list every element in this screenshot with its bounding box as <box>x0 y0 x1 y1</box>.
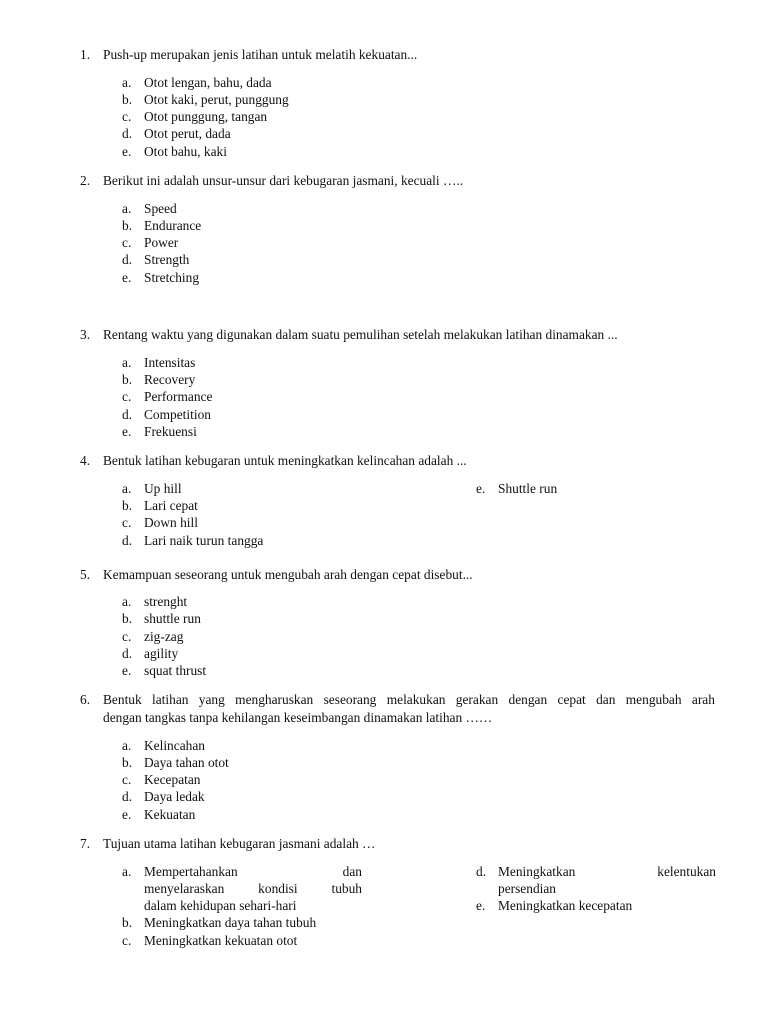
option-text: Otot perut, dada <box>144 126 231 141</box>
option-letter: c. <box>122 515 132 530</box>
option-text: Shuttle run <box>498 481 558 496</box>
option-letter: e. <box>476 481 486 496</box>
option-text: Meningkatkan kekuatan otot <box>144 933 298 948</box>
option-text-line-1: Meningkatkan kelentukan <box>498 864 716 879</box>
question-text: Bentuk latihan kebugaran untuk meningkatkan kelincahan adalah ... <box>103 453 467 468</box>
option-letter: d. <box>122 533 133 548</box>
option-text: Otot punggung, tangan <box>144 109 268 124</box>
option-text: Meningkatkan daya tahan tubuh <box>144 915 317 930</box>
option-text-line-1: Mempertahankan dan <box>144 864 362 879</box>
option-letter: d. <box>476 864 487 879</box>
option-letter: e. <box>476 898 486 913</box>
option-letter: c. <box>122 772 132 787</box>
question-number: 2. <box>80 173 91 188</box>
option-text: Kecepatan <box>144 772 201 787</box>
option-letter: a. <box>122 594 132 609</box>
question-text: Berikut ini adalah unsur-unsur dari kebugaran jasmani, kecuali ….. <box>103 173 464 188</box>
option-letter: a. <box>122 481 132 496</box>
option-text: Lari cepat <box>144 498 198 513</box>
option-text: Competition <box>144 407 211 422</box>
option-letter: e. <box>122 663 132 678</box>
option-letter: a. <box>122 738 132 753</box>
question-text: Push-up merupakan jenis latihan untuk melatih kekuatan... <box>103 47 418 62</box>
option-text-line-3: dalam kehidupan sehari-hari <box>144 898 297 913</box>
option-letter: e. <box>122 807 132 822</box>
option-letter: c. <box>122 629 132 644</box>
option-letter: a. <box>122 75 132 90</box>
question-text-line-1: Bentuk latihan yang mengharuskan seseorang melakukan gerakan dengan cepat dan mengubah arah <box>103 692 715 707</box>
option-text-line-2: menyelaraskan kondisi tubuh <box>144 881 362 896</box>
question-text: Kemampuan seseorang untuk mengubah arah dengan cepat disebut... <box>103 567 473 582</box>
option-letter: d. <box>122 789 133 804</box>
option-text: Frekuensi <box>144 424 197 439</box>
option-letter: c. <box>122 109 132 124</box>
question-text: Rentang waktu yang digunakan dalam suatu pemulihan setelah melakukan latihan dinamakan ... <box>103 327 618 342</box>
option-letter: e. <box>122 424 132 439</box>
option-letter: c. <box>122 389 132 404</box>
option-text-line-2: persendian <box>498 881 557 896</box>
question-text: Tujuan utama latihan kebugaran jasmani adalah … <box>103 836 376 851</box>
option-letter: c. <box>122 235 132 250</box>
option-letter: a. <box>122 355 132 370</box>
option-letter: b. <box>122 915 133 930</box>
option-text: Endurance <box>144 218 202 233</box>
option-letter: b. <box>122 498 133 513</box>
question-number: 7. <box>80 836 91 851</box>
question-number: 6. <box>80 692 91 707</box>
option-text: Speed <box>144 201 177 216</box>
option-text: Lari naik turun tangga <box>144 533 264 548</box>
option-letter: d. <box>122 407 133 422</box>
option-letter: d. <box>122 252 133 267</box>
question-number: 3. <box>80 327 91 342</box>
question-number: 5. <box>80 567 91 582</box>
option-text: Daya tahan otot <box>144 755 229 770</box>
option-text: Performance <box>144 389 213 404</box>
question-number: 1. <box>80 47 91 62</box>
option-text: Recovery <box>144 372 196 387</box>
option-text: Otot bahu, kaki <box>144 144 227 159</box>
option-text: agility <box>144 646 179 661</box>
option-text: Intensitas <box>144 355 196 370</box>
option-letter: b. <box>122 611 133 626</box>
option-text: Stretching <box>144 270 200 285</box>
option-letter: d. <box>122 126 133 141</box>
option-letter: e. <box>122 144 132 159</box>
option-text: Up hill <box>144 481 182 496</box>
option-text: zig-zag <box>144 629 184 644</box>
option-text: strenght <box>144 594 188 609</box>
option-letter: a. <box>122 864 132 879</box>
option-text: Otot lengan, bahu, dada <box>144 75 272 90</box>
option-text: Down hill <box>144 515 198 530</box>
option-text: Kelincahan <box>144 738 205 753</box>
option-text: Strength <box>144 252 190 267</box>
option-text: Power <box>144 235 179 250</box>
option-text: squat thrust <box>144 663 207 678</box>
option-text: shuttle run <box>144 611 201 626</box>
question-text-line-2: dengan tangkas tanpa kehilangan keseimbangan dinamakan latihan …… <box>103 710 493 725</box>
option-letter: a. <box>122 201 132 216</box>
option-text: Meningkatkan kecepatan <box>498 898 633 913</box>
option-letter: b. <box>122 372 133 387</box>
option-letter: d. <box>122 646 133 661</box>
question-number: 4. <box>80 453 91 468</box>
option-text: Daya ledak <box>144 789 205 804</box>
option-letter: e. <box>122 270 132 285</box>
option-text: Kekuatan <box>144 807 196 822</box>
option-letter: c. <box>122 933 132 948</box>
option-letter: b. <box>122 92 133 107</box>
option-letter: b. <box>122 218 133 233</box>
option-letter: b. <box>122 755 133 770</box>
option-text: Otot kaki, perut, punggung <box>144 92 289 107</box>
